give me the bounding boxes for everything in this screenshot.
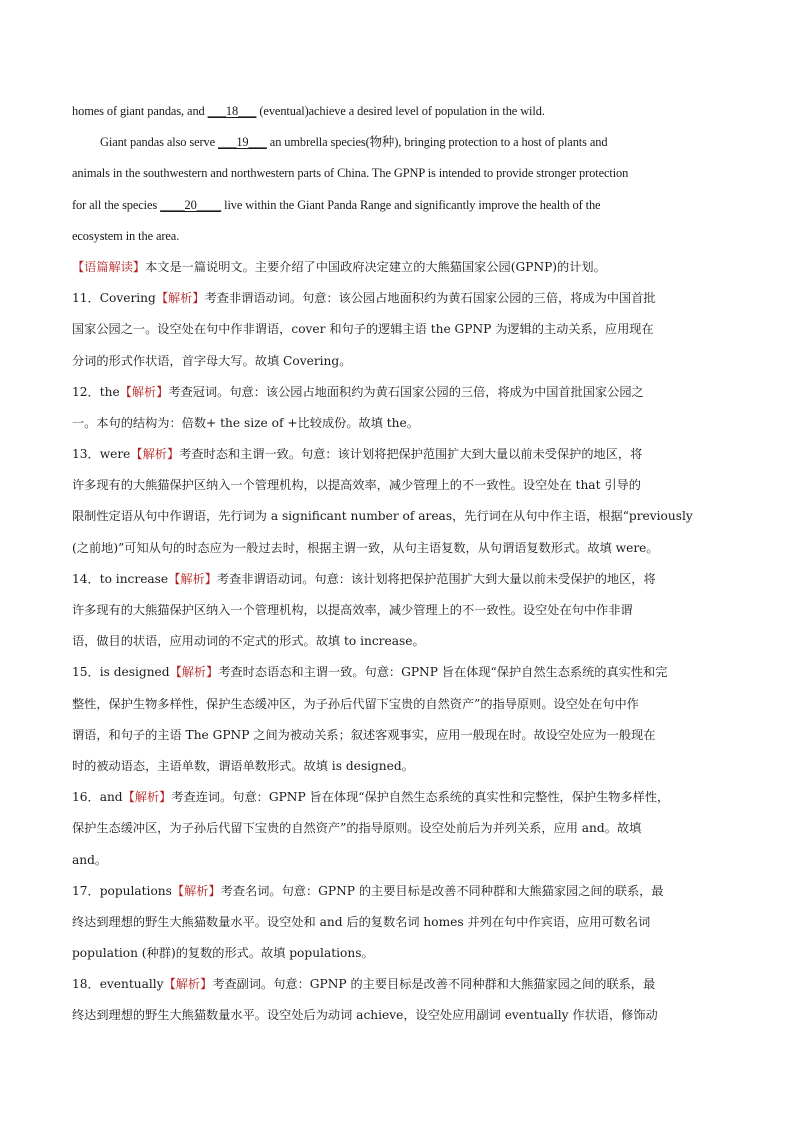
answer-head: 14．to increase (72, 571, 169, 586)
answer-text: 谓语，和句子的主语 The GPNP 之间为被动关系；叙述客观事实，应用一般现在时。故设空处应为一般现在 (72, 727, 656, 742)
answer-text: and。 (72, 852, 108, 867)
answer-head: 17．populations (72, 883, 172, 898)
analysis-tag: 【解析】 (122, 790, 172, 805)
answer-text: (之前地)”可知从句的时态应为一般过去时，根据主谓一致，从句主语复数，从句谓语复数形式。故填 were。 (72, 540, 659, 555)
answer-line (72, 751, 720, 782)
answer-line (72, 845, 720, 876)
passage-line: homes of giant pandas, and ___18___ (eventual)achieve a desired level of population in the wild. (72, 104, 545, 118)
answer-text: 考查时态语态和主谓一致。句意：GPNP 旨在体现“保护自然生态系统的真实性和完 (218, 665, 668, 680)
answer-line (72, 346, 720, 377)
analysis-tag: 【解析】 (119, 384, 169, 399)
answer-line (72, 813, 720, 844)
answer-line (72, 689, 720, 720)
answer-text: 考查冠词。句意：该公园占地面积约为黄石国家公园的三倍，将成为中国首批国家公园之 (168, 384, 644, 399)
answer-line (72, 595, 720, 626)
analysis-tag: 【解析】 (155, 291, 205, 306)
answer-text: 考查连词。句意：GPNP 旨在体现“保护自然生态系统的真实性和完整性，保护生物多样性， (171, 790, 670, 805)
answer-line (72, 408, 720, 439)
answer-text: 考查时态和主谓一致。句意：该计划将把保护范围扩大到大量以前未受保护的地区，将 (179, 447, 643, 462)
summary-label: 【语篇解读】 (72, 259, 146, 274)
answer-text: 国家公园之一。设空处在句中作非谓语，cover 和句子的逻辑主语 the GPNP 为逻辑的主动关系，应用现在 (72, 322, 654, 337)
blank-19: ___19___ (218, 135, 267, 150)
answer-line (72, 470, 720, 501)
analysis-tag: 【解析】 (169, 665, 219, 680)
answer-text: 一。本句的结构为：倍数+ the size of +比较成份。故填 the。 (72, 415, 419, 430)
answer-text: 语，做目的状语，应用动词的不定式的形式。故填 to increase。 (72, 634, 425, 649)
answer-line (72, 439, 720, 470)
answer-head: 18．eventually (72, 977, 164, 992)
answer-head: 11．Covering (72, 291, 156, 306)
analysis-tag: 【解析】 (130, 447, 180, 462)
blank-20: ____20____ (160, 197, 222, 212)
passage-line: ecosystem in the area. (72, 228, 180, 243)
blank-18: ___18___ (207, 104, 257, 118)
answer-text: 限制性定语从句中作谓语，先行词为 a significant number of areas，先行词在从句中作主语，根据“previously (72, 509, 693, 524)
answer-text: 时的被动语态，主语单数，谓语单数形式。故填 is designed。 (72, 758, 414, 773)
answer-text: 许多现有的大熊猫保护区纳入一个管理机构，以提高效率，减少管理上的不一致性。设空处在 that 引导的 (72, 478, 641, 493)
answer-line (72, 1000, 720, 1031)
answer-line (72, 533, 720, 564)
answer-head: 16．and (72, 790, 123, 805)
answer-line (72, 377, 720, 408)
answer-line (72, 501, 720, 532)
passage-line: animals in the southwestern and northwestern parts of China. The GPNP is intended to provide stronger protection (72, 166, 629, 181)
answer-line (72, 283, 720, 314)
answer-line (72, 938, 720, 969)
answer-head: 12．the (72, 384, 120, 399)
answer-line (72, 720, 720, 751)
answer-head: 15．is designed (72, 665, 170, 680)
answer-list (72, 283, 720, 1032)
answer-line (72, 626, 720, 657)
answer-line (72, 657, 720, 688)
document-page (72, 96, 720, 1032)
answer-line (72, 876, 720, 907)
answer-line (72, 564, 720, 595)
answer-text: 保护生态缓冲区，为子孙后代留下宝贵的自然资产”的指导原则。设空处前后为并列关系，应用 and。故填 (72, 821, 642, 836)
answer-line (72, 969, 720, 1000)
analysis-tag: 【解析】 (168, 571, 217, 586)
answer-text: 整性，保护生物多样性，保护生态缓冲区，为子孙后代留下宝贵的自然资产”的指导原则。设空处在句中作 (72, 696, 639, 711)
answer-text: 分词的形式作状语，首字母大写。故填 Covering。 (72, 353, 352, 368)
answer-text: 考查非谓语动词。句意：该计划将把保护范围扩大到大量以前未受保护的地区，将 (216, 571, 656, 586)
passage-line: for all the species ____20____ live within the Giant Panda Range and significantly improve the health of the (72, 197, 601, 212)
answer-head: 13．were (72, 447, 131, 462)
summary-text: 本文是一篇说明文。主要介绍了中国政府决定建立的大熊猫国家公园(GPNP)的计划。 (145, 259, 606, 274)
answer-line (72, 782, 720, 813)
analysis-tag: 【解析】 (163, 977, 213, 992)
answer-text: 考查非谓语动词。句意：该公园占地面积约为黄石国家公园的三倍，将成为中国首批 (204, 291, 656, 306)
answer-text: 考查名词。句意：GPNP 的主要目标是改善不同种群和大熊猫家园之间的联系，最 (220, 883, 664, 898)
answer-line (72, 314, 720, 345)
answer-text: 考查副词。句意：GPNP 的主要目标是改善不同种群和大熊猫家园之间的联系，最 (212, 977, 656, 992)
answer-text: 终达到理想的野生大熊猫数量水平。设空处后为动词 achieve，设空处应用副词 eventually 作状语，修饰动 (72, 1008, 658, 1023)
answer-text: 许多现有的大熊猫保护区纳入一个管理机构，以提高效率，减少管理上的不一致性。设空处在句中作非谓 (72, 603, 633, 617)
answer-line (72, 907, 720, 938)
analysis-tag: 【解析】 (171, 883, 221, 898)
answer-text: 终达到理想的野生大熊猫数量水平。设空处和 and 后的复数名词 homes 并列在句中作宾语，应用可数名词 (72, 914, 651, 929)
summary-line (72, 252, 720, 283)
passage-line: Giant pandas also serve ___19___ an umbrella species(物种), bringing protection to a host of plants and (100, 135, 608, 150)
answer-text: population (种群)的复数的形式。故填 populations。 (72, 946, 374, 961)
